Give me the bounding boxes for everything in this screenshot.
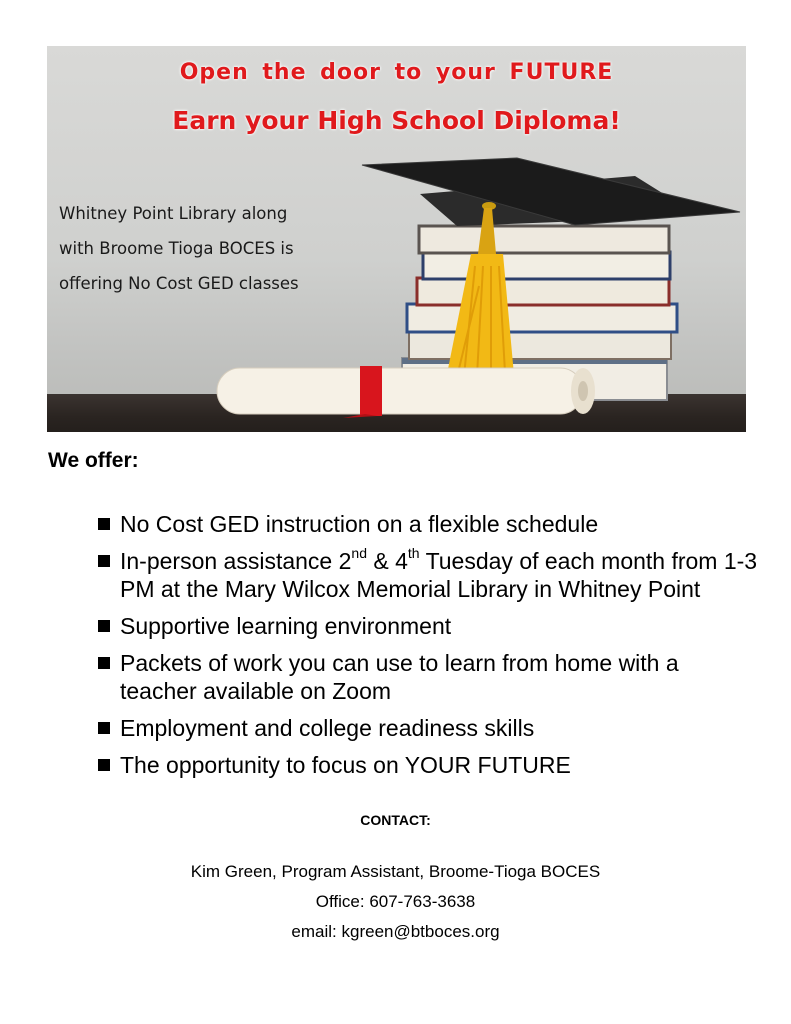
square-bullet-icon	[98, 722, 110, 734]
offer-item	[98, 510, 758, 538]
offer-item-text: Packets of work you can use to learn from home with a teacher available on Zoom	[120, 650, 679, 704]
contact-email: email: kgreen@btboces.org	[291, 922, 500, 941]
square-bullet-icon	[98, 657, 110, 669]
square-bullet-icon	[98, 759, 110, 771]
headline-earn-diploma: Earn your High School Diploma!	[172, 106, 621, 135]
contact-name: Kim Green, Program Assistant, Broome-Tioga BOCES	[190, 862, 601, 881]
square-bullet-icon	[98, 555, 110, 567]
offer-list	[98, 510, 758, 788]
offer-item-text: Employment and college readiness skills	[120, 715, 535, 741]
contact-office-phone: Office: 607-763-3638	[315, 892, 476, 911]
square-bullet-icon	[98, 620, 110, 632]
offer-item-text: The opportunity to focus on YOUR FUTURE	[120, 752, 571, 778]
offer-item	[98, 547, 758, 603]
offer-item	[98, 751, 758, 779]
offer-heading: We offer:	[48, 449, 139, 472]
contact-label: CONTACT:	[360, 812, 431, 828]
offer-item-text: No Cost GED instruction on a flexible schedule	[120, 511, 599, 537]
headline-open-door: Open the door to your FUTURE	[179, 60, 614, 85]
graduation-cap-image	[362, 158, 740, 226]
square-bullet-icon	[98, 518, 110, 530]
intro-text: Whitney Point Library along with Broome Tioga BOCES is offering No Cost GED classes	[59, 204, 299, 293]
offer-item	[98, 714, 758, 742]
offer-item	[98, 612, 758, 640]
offer-item-text: In-person assistance 2nd & 4th Tuesday of each month from 1-3 PM at the Mary Wilcox Memorial Library in Whitney Point	[120, 545, 758, 602]
hero-banner	[47, 46, 746, 432]
diploma-scroll-image	[217, 366, 595, 418]
offer-item	[98, 649, 758, 705]
offer-item-text: Supportive learning environment	[120, 613, 452, 639]
